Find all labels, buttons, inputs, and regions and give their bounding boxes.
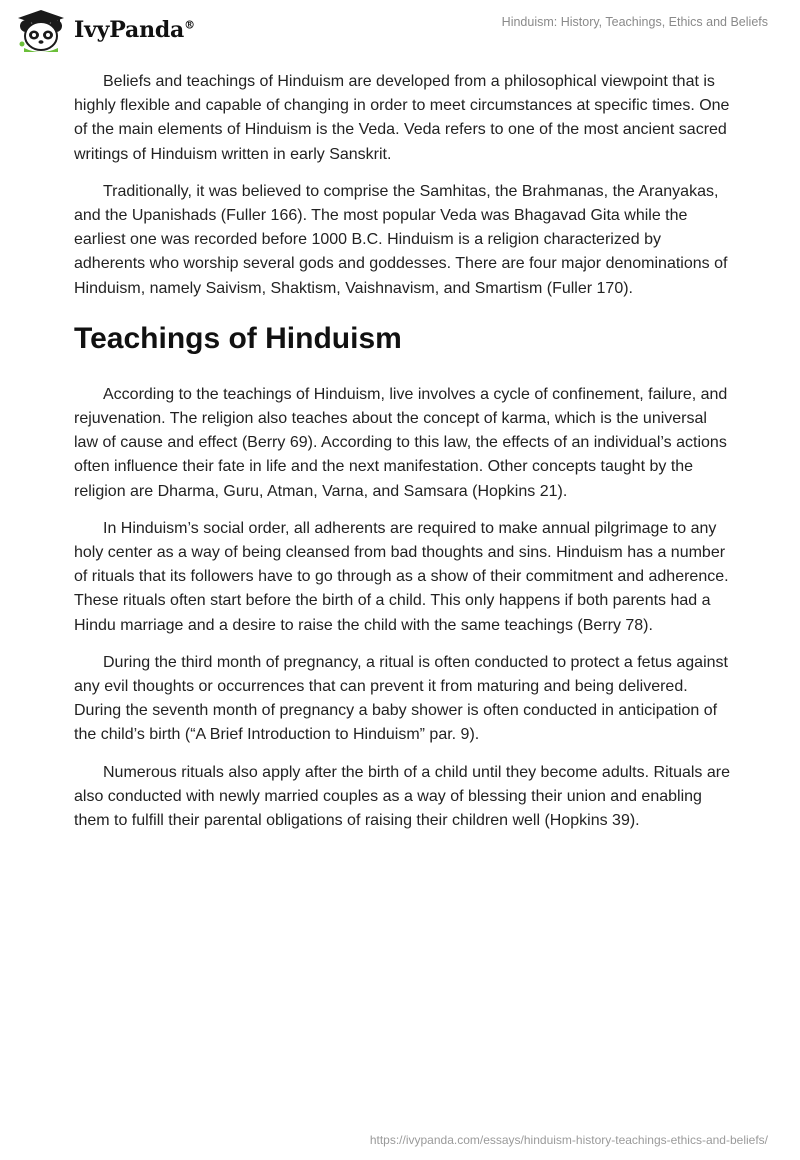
paragraph: In Hinduism’s social order, all adherents are required to make annual pilgrimage to any holy center as a way of being cleansed from bad thoughts and sins. Hinduism has a number of rituals that its followers have to go through as a show of their commitment and adherence. These rituals often start before the birth of a child. This only happens if both parents had a Hindu marriage and a desire to raise the child with the same teachings (Berry 78).: [74, 519, 729, 634]
paragraph: Numerous rituals also apply after the birth of a child until they become adults. Rituals are also conducted with newly married couples as a way of blessing their union and enabling them to fulfill their parental obligations of raising their children well (Hopkins 39).: [74, 763, 730, 830]
registered-mark: ®: [184, 18, 195, 32]
paragraph: According to the teachings of Hinduism, live involves a cycle of confinement, failure, and rejuvenation. The religion also teaches about the concept of karma, which is the universal law of cause and effect (Berry 69). According to this law, the effects of an individual’s actions often influence their fate in life and the next manifestation. Other concepts taught by the religion are Dharma, Guru, Atman, Varna, and Samsara (Hopkins 21).: [74, 385, 728, 500]
section-heading: Teachings of Hinduism: [74, 321, 402, 355]
essay-body: [74, 70, 734, 846]
paragraph: During the third month of pregnancy, a ritual is often conducted to protect a fetus against any evil thoughts or occurrences that can prevent it from maturing and being delivered. During the seventh month of pregnancy a baby shower is often conducted in anticipation of the child’s birth (“A Brief Introduction to Hinduism” par. 9).: [74, 653, 728, 744]
paragraph: Traditionally, it was believed to comprise the Samhitas, the Brahmanas, the Aranyakas, and the Upanishads (Fuller 166). The most popular Veda was Bhagavad Gita while the earliest one was recorded before 1000 B.C. Hinduism is a religion characterized by adherents who worship several gods and goddesses. There are four major denominations of Hinduism, namely Saivism, Shaktism, Vaishnavism, and Smartism (Fuller 170).: [74, 182, 728, 297]
ivypanda-logo[interactable]: [14, 8, 195, 52]
brand-name: IvyPanda®: [74, 17, 195, 43]
panda-logo-icon: [14, 8, 68, 52]
paragraph: Beliefs and teachings of Hinduism are developed from a philosophical viewpoint that is highly flexible and capable of changing in order to meet circumstances at specific times. One of the main elements of Hinduism is the Veda. Veda refers to one of the most ancient sacred writings of Hinduism written in early Sanskrit.: [74, 73, 730, 163]
document-title: Hinduism: History, Teachings, Ethics and Beliefs: [501, 15, 768, 29]
page-header: [0, 0, 800, 60]
source-url[interactable]: https://ivypanda.com/essays/hinduism-history-teachings-ethics-and-beliefs/: [369, 1133, 768, 1147]
